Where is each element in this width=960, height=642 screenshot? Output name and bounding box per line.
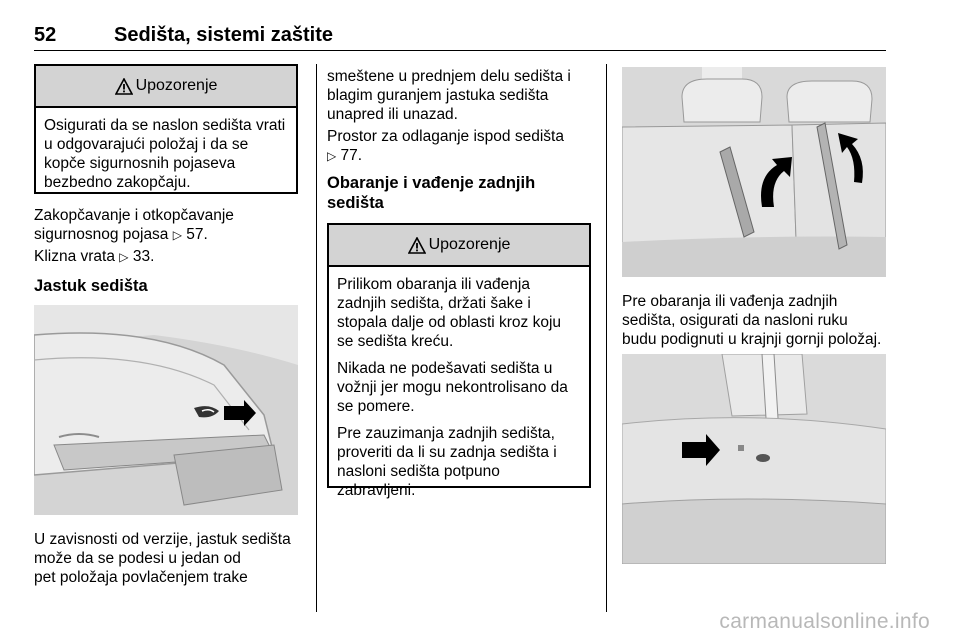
seatbelt-reference: Zakopčavanje i otkopčavanje sigurnosnog pojasa ▷ 57. (34, 207, 234, 243)
page-header (34, 18, 886, 51)
armrest-caption: Pre obaranja ili vađenja zadnjih sedišta, osigurati da nasloni ruku budu podignuti u krajnji gornji položaj. (622, 293, 882, 348)
page-ref[interactable]: 33. (132, 248, 155, 265)
page-number: 52 (34, 24, 57, 46)
warning-triangle-icon (115, 78, 133, 95)
page-ref-arrow-icon: ▷ (327, 149, 337, 163)
section-title: Sedišta, sistemi zaštite (114, 24, 333, 46)
warning-header (329, 225, 589, 267)
warning-paragraph: Prilikom obaranja ili vađenja zadnjih sedišta, držati šake i stopala dalje od oblasti kroz koju se sedišta kreću. (337, 276, 562, 350)
column-divider-left (316, 64, 317, 612)
page-ref[interactable]: 57. (186, 226, 208, 243)
column-divider-right (606, 64, 607, 612)
seat-cushion-caption: U zavisnosti od verzije, jastuk sedišta može da se podesi u jedan od pet položaja povlačenjem trake (34, 531, 291, 586)
page-ref-arrow-icon: ▷ (172, 228, 182, 242)
warning-title: Upozorenje (135, 77, 218, 94)
warning-box-seatback (34, 64, 298, 194)
watermark: carmanualsonline.info (719, 610, 930, 633)
seat-belt-buckle-illustration (622, 354, 886, 564)
warning-triangle-icon (408, 237, 426, 254)
heading-fold-rear-seats: Obaranje i vađenje zadnjih sedišta (327, 174, 536, 212)
storage-reference: Prostor za odlaganje ispod sedišta ▷ 77. (327, 128, 564, 164)
warning-paragraph: Nikada ne podešavati sedišta u vožnji jer mogu nekontrolisano da se pomere. (337, 360, 568, 415)
page-ref-arrow-icon: ▷ (119, 250, 129, 264)
warning-title: Upozorenje (428, 236, 511, 253)
seat-cushion-illustration (34, 305, 298, 515)
warning-box-rear-seats (327, 223, 591, 499)
seat-adjustment-text: smeštene u prednjem delu sedišta i blagim guranjem jastuka sedišta unapred ili unazad. (327, 68, 571, 123)
page-ref[interactable]: 77. (340, 147, 363, 164)
warning-text: Osigurati da se naslon sedišta vrati u odgovarajući položaj i da se kopče sigurnosnih pojaseva bezbedno zakopčaju. (44, 117, 286, 191)
warning-header (36, 66, 296, 108)
warning-paragraph: Pre zauzimanja zadnjih sedišta, proveriti da li su zadnja sedišta i nasloni sedišta potpuno zabravljeni. (337, 425, 557, 499)
sliding-door-reference: Klizna vrata ▷ 33. (34, 248, 155, 265)
rear-seats-armrest-illustration (622, 67, 886, 277)
heading-seat-cushion: Jastuk sedišta (34, 277, 148, 295)
